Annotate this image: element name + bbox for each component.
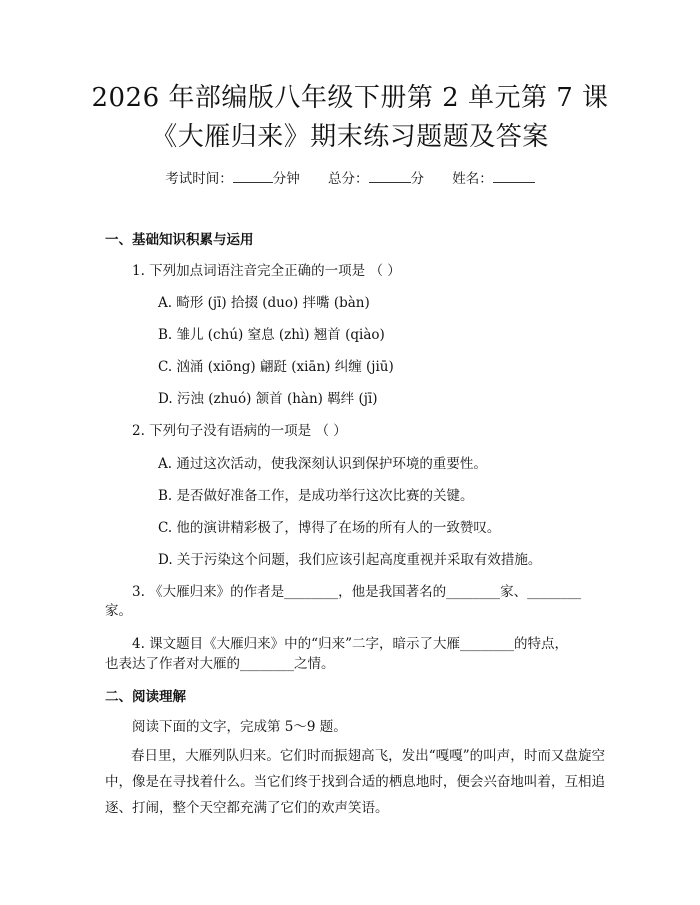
question-2-stem: 2. 下列句子没有语病的一项是 （ ） bbox=[132, 423, 347, 439]
question-2-option-b: B. 是否做好准备工作，是成功举行这次比赛的关键。 bbox=[158, 488, 474, 504]
question-4-line-1: 4. 课文题目《大雁归来》中的“归来”二字，暗示了大雁________的特点， bbox=[132, 636, 568, 652]
document-title-line2: 《大雁归来》期末练习题题及答案 bbox=[151, 122, 549, 152]
question-2-option-c: C. 他的演讲精彩极了，博得了在场的所有人的一致赞叹。 bbox=[158, 520, 501, 536]
name-field bbox=[452, 171, 535, 187]
total-score-blank bbox=[369, 168, 411, 183]
reading-instruction: 阅读下面的文字，完成第 5～9 题。 bbox=[132, 719, 347, 735]
question-2-option-a: A. 通过这次活动，使我深刻认识到保护环境的重要性。 bbox=[158, 456, 487, 472]
total-score-label: 总分： bbox=[328, 171, 369, 187]
exam-time-blank bbox=[233, 168, 273, 183]
exam-info-row bbox=[0, 168, 700, 188]
total-score-field bbox=[328, 171, 424, 187]
question-2-option-d: D. 关于污染这个问题，我们应该引起高度重视并采取有效措施。 bbox=[158, 552, 542, 568]
question-1-option-b: B. 雏儿 (chú) 窒息 (zhì) 翘首 (qiào) bbox=[158, 327, 385, 343]
document-title-line1: 2026 年部编版八年级下册第 2 单元第 7 课 bbox=[91, 83, 609, 113]
question-1-option-d: D. 污浊 (zhuó) 颔首 (hàn) 羁绊 (jī) bbox=[158, 391, 378, 407]
question-1-stem: 1. 下列加点词语注音完全正确的一项是 （ ） bbox=[132, 263, 401, 279]
reading-passage: 春日里，大雁列队归来。它们时而振翅高飞，发出“嘎嘎”的叫声，时而又盘旋空中，像是在寻找着什么。当它们终于找到合适的栖息地时，便会兴奋地叫着，互相追逐、打闹，整个天空都充满了它们的欢声笑语。 bbox=[105, 748, 605, 816]
question-3-line-1: 3. 《大雁归来》的作者是________，他是我国著名的________家、________ bbox=[132, 584, 582, 600]
total-score-unit: 分 bbox=[410, 171, 424, 187]
question-3-line-2: 家。 bbox=[105, 603, 132, 619]
name-label: 姓名： bbox=[452, 171, 493, 187]
exam-time-label: 考试时间： bbox=[165, 171, 233, 187]
question-1-option-a: A. 畸形 (jī) 拾掇 (duo) 拌嘴 (bàn) bbox=[158, 295, 370, 311]
section-heading-basic-knowledge: 一、基础知识积累与运用 bbox=[105, 232, 254, 248]
exam-time-field bbox=[165, 171, 300, 187]
question-1-option-c: C. 汹涌 (xiōng) 翩跹 (xiān) 纠缠 (jiū) bbox=[158, 359, 394, 375]
name-blank bbox=[493, 168, 535, 183]
question-4-line-2: 也表达了作者对大雁的________之情。 bbox=[105, 656, 335, 672]
section-heading-reading: 二、阅读理解 bbox=[105, 689, 186, 705]
exam-time-unit: 分钟 bbox=[272, 171, 300, 187]
